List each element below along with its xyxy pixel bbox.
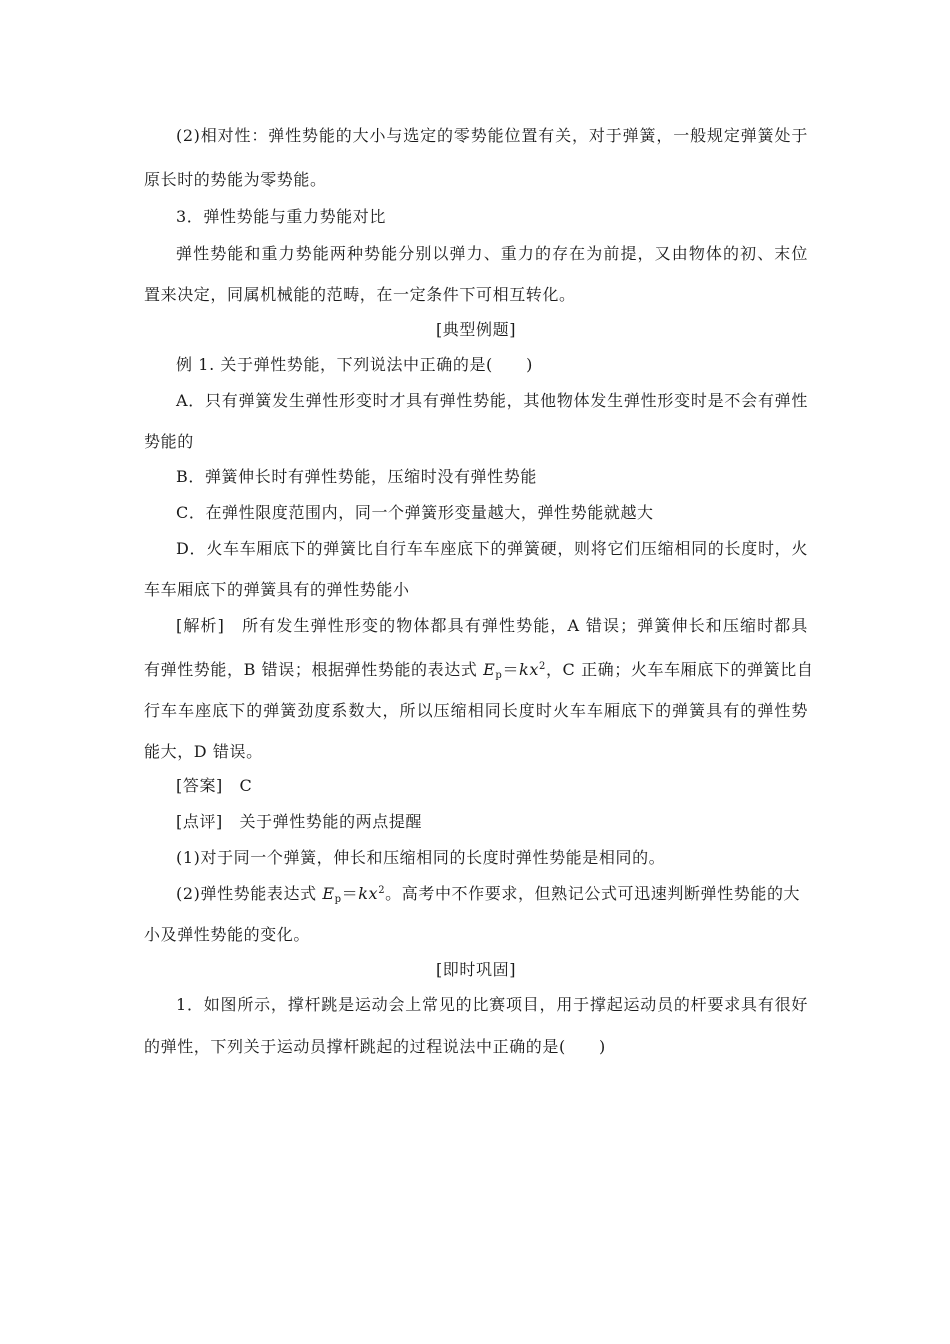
review-point2-tail: 。高考中不作要求，但熟记公式可迅速判断弹性势能的大 (385, 884, 801, 903)
option-a-line2: 势能的 (144, 432, 194, 451)
review-point2-text: (2)弹性势能表达式 (176, 884, 323, 903)
analysis-line2 (144, 660, 814, 681)
analysis-line2-text: 有弹性势能，B 错误；根据弹性势能的表达式 (144, 660, 484, 679)
analysis-line3: 行车车座底下的弹簧劲度系数大，所以压缩相同长度时火车车厢底下的弹簧具有的弹性势 (144, 701, 808, 720)
review-point2-line1 (176, 884, 808, 904)
option-a-line1: A．只有弹簧发生弹性形变时才具有弹性势能，其他物体发生弹性形变时是不会有弹性 (176, 391, 808, 410)
option-d-line1: D．火车车厢底下的弹簧比自行车车座底下的弹簧硬，则将它们压缩相同的长度时，火 (176, 539, 808, 558)
formula-superscript: 2 (378, 885, 386, 896)
formula-e: E (483, 660, 496, 679)
option-d-line2: 车车厢底下的弹簧具有的弹性势能小 (144, 580, 410, 599)
formula-subscript: p (334, 894, 342, 905)
analysis-line4: 能大，D 错误。 (144, 742, 263, 761)
analysis-line2-tail: ，C 正确；火车车厢底下的弹簧比自 (545, 660, 814, 679)
formula-equals: ＝ (502, 660, 520, 679)
formula-e: E (322, 884, 335, 903)
review-point1: (1)对于同一个弹簧，伸长和压缩相同的长度时弹性势能是相同的。 (176, 848, 666, 867)
formula-kx: kx (519, 660, 539, 679)
review-point2-line2: 小及弹性势能的变化。 (144, 925, 311, 944)
heading-immediate-practice: [即时巩固] (435, 960, 517, 979)
formula-kx: kx (358, 884, 379, 903)
example1-question: 例 1. 关于弹性势能，下列说法中正确的是( ) (176, 355, 533, 374)
heading-typical-examples: [典型例题] (435, 320, 517, 339)
answer: [答案] C (176, 776, 253, 795)
paragraph-comparison-line1: 弹性势能和重力势能两种势能分别以弹力、重力的存在为前提，又由物体的初、末位 (176, 244, 808, 263)
review-heading: [点评] 关于弹性势能的两点提醒 (176, 812, 423, 831)
paragraph-comparison-line2: 置来决定，同属机械能的范畴，在一定条件下可相互转化。 (144, 285, 576, 304)
formula-superscript: 2 (538, 661, 546, 672)
paragraph-relativity-line1: (2)相对性：弹性势能的大小与选定的零势能位置有关，对于弹簧，一般规定弹簧处于 (176, 126, 808, 145)
question1-line1: 1．如图所示，撑杆跳是运动会上常见的比赛项目，用于撑起运动员的杆要求具有很好 (176, 995, 808, 1014)
formula-subscript: p (495, 670, 503, 681)
option-c: C．在弹性限度范围内，同一个弹簧形变量越大，弹性势能就越大 (176, 503, 654, 522)
formula-equals: ＝ (341, 884, 359, 903)
analysis-line1: [解析] 所有发生弹性形变的物体都具有弹性势能，A 错误；弹簧伸长和压缩时都具 (176, 616, 808, 635)
question1-line2: 的弹性，下列关于运动员撑杆跳起的过程说法中正确的是( ) (144, 1037, 606, 1056)
paragraph-relativity-line2: 原长时的势能为零势能。 (144, 170, 327, 189)
section-heading-comparison: 3．弹性势能与重力势能对比 (176, 207, 386, 226)
option-b: B．弹簧伸长时有弹性势能，压缩时没有弹性势能 (176, 467, 537, 486)
